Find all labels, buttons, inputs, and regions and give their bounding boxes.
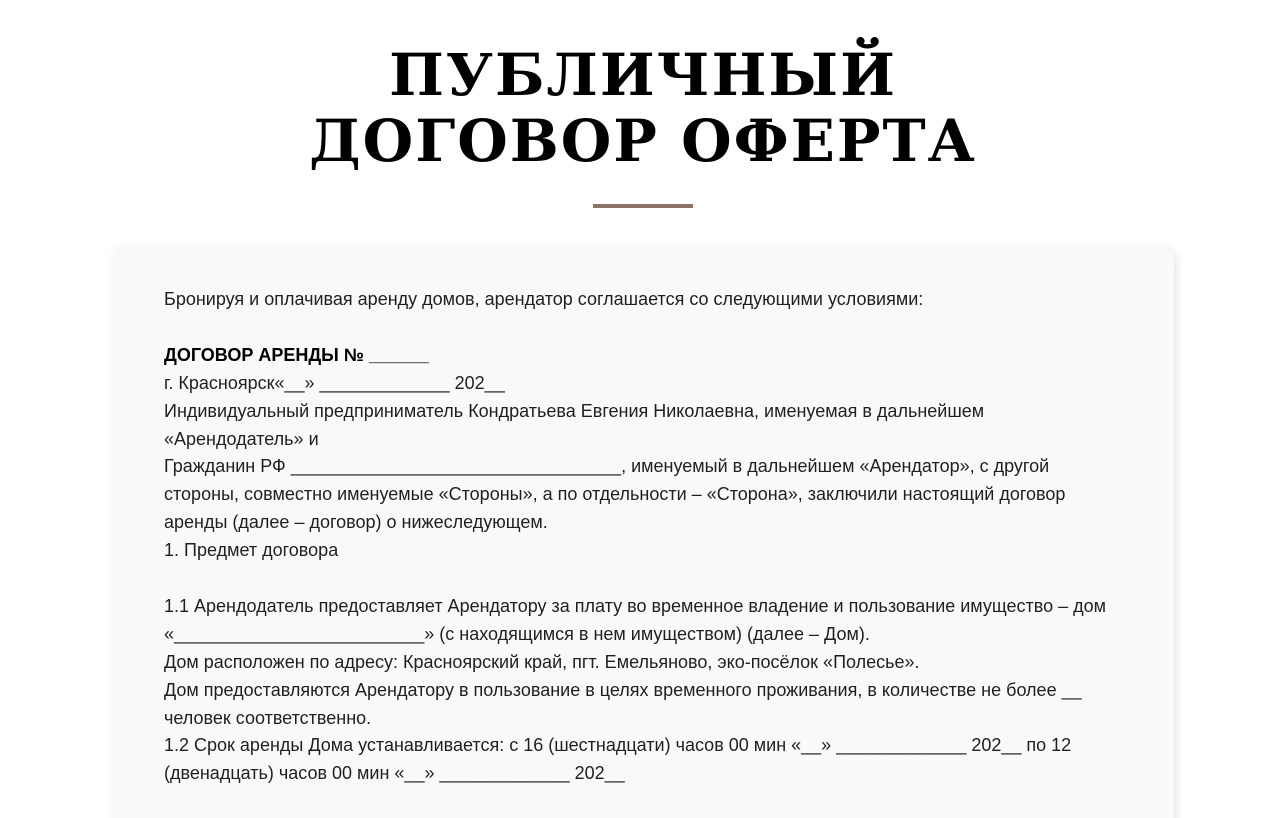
intro-paragraph: Бронируя и оплачивая аренду домов, арендатор соглашается со следующими условиями: <box>164 289 924 309</box>
clause-1-2: 1.2 Срок аренды Дома устанавливается: с 16 (шестнадцати) часов 00 мин «__» _____________ 202__ по 12 (двенадцать) часов 00 мин «__» _____________ 202__ <box>164 735 1072 784</box>
paragraph-gap <box>164 565 1124 593</box>
contract-heading: ДОГОВОР АРЕНДЫ № ______ <box>164 344 429 365</box>
paragraph-gap <box>164 314 1124 342</box>
city-date-line: г. Красноярск«__» _____________ 202__ <box>164 372 505 393</box>
tenant-paragraph: Гражданин РФ _________________________________, именуемый в дальнейшем «Арендатор», с другой стороны, совместно именуемые «Стороны», а по отдельности – «Сторона», заключили настоящий договор аренды (далее – договор) о нижеследующем. <box>164 456 1066 533</box>
page-title-line-1: ПУБЛИЧНЫЙ <box>389 41 897 109</box>
page-title <box>0 42 1286 174</box>
landlord-paragraph: Индивидуальный предприниматель Кондратьева Евгения Николаевна, именуемая в дальнейшем «Арендодатель» и <box>164 400 985 449</box>
contract-text <box>164 286 1124 788</box>
title-divider <box>593 204 693 208</box>
section-1-title: 1. Предмет договора <box>164 540 339 561</box>
clause-1-1: 1.1 Арендодатель предоставляет Арендатору за плату во временное владение и пользование имущество – дом «_________________________» (с находящимся в нем имуществом) (далее – Дом). <box>164 595 1107 644</box>
purpose-paragraph: Дом предоставляются Арендатору в пользование в целях временного проживания, в количестве не более __ человек соответственно. <box>164 679 1082 728</box>
page-title-line-2: ДОГОВОР ОФЕРТА <box>309 107 977 175</box>
address-paragraph: Дом расположен по адресу: Красноярский край, пгт. Емельяново, эко-посёлок «Полесье». <box>164 651 920 672</box>
